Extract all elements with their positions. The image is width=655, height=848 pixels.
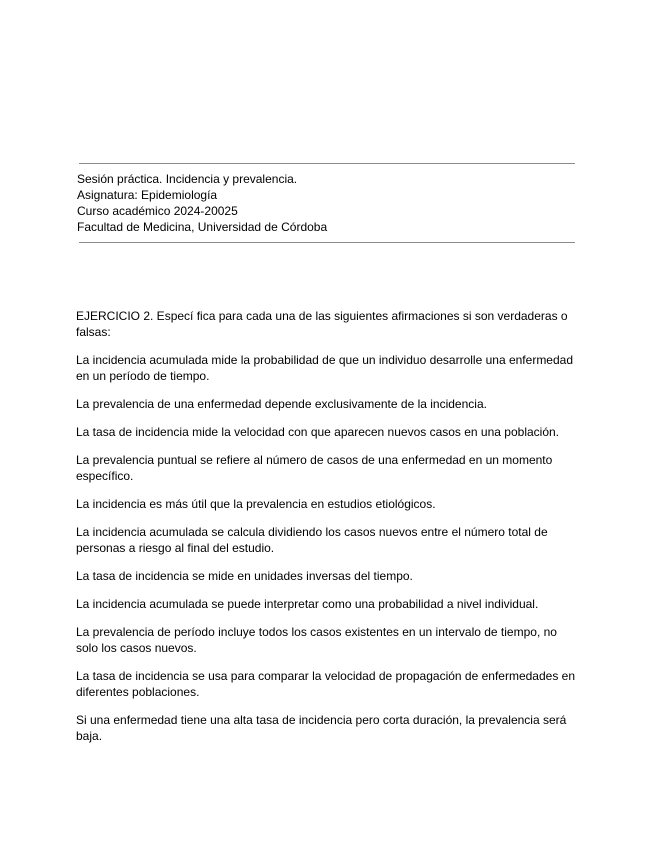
header-bottom-rule xyxy=(79,242,575,243)
statement-7: La tasa de incidencia se mide en unidades inversas del tiempo. xyxy=(76,569,413,583)
statement-5: La incidencia es más útil que la prevalencia en estudios etiológicos. xyxy=(76,497,436,511)
academic-year-line: Curso académico 2024-20025 xyxy=(77,204,238,218)
statement-3: La tasa de incidencia mide la velocidad con que aparecen nuevos casos en una población. xyxy=(76,425,559,439)
exercise-title: EJERCICIO 2. Especí fica para cada una de las siguientes afirmaciones si son verdaderas o falsas: xyxy=(76,309,568,339)
statement-8: La incidencia acumulada se puede interpretar como una probabilidad a nivel individual. xyxy=(76,597,539,611)
faculty-line: Facultad de Medicina, Universidad de Córdoba xyxy=(77,220,328,234)
statement-4: La prevalencia puntual se refiere al número de casos de una enfermedad en un momento específico. xyxy=(76,453,553,483)
header-top-rule xyxy=(79,163,575,164)
session-title: Sesión práctica. Incidencia y prevalencia. xyxy=(77,172,298,186)
subject-line: Asignatura: Epidemiología xyxy=(77,188,218,202)
statement-6: La incidencia acumulada se calcula dividiendo los casos nuevos entre el número total de personas a riesgo al final del estudio. xyxy=(76,525,548,555)
statement-9: La prevalencia de período incluye todos los casos existentes en un intervalo de tiempo, no solo los casos nuevos. xyxy=(76,625,557,655)
statement-1: La incidencia acumulada mide la probabilidad de que un individuo desarrolle una enfermedad en un período de tiempo. xyxy=(76,353,574,383)
statement-10: La tasa de incidencia se usa para comparar la velocidad de propagación de enfermedades en diferentes poblaciones. xyxy=(76,669,575,699)
statement-2: La prevalencia de una enfermedad depende exclusivamente de la incidencia. xyxy=(76,397,487,411)
document-header xyxy=(77,171,577,235)
statement-11: Si una enfermedad tiene una alta tasa de incidencia pero corta duración, la prevalencia será baja. xyxy=(76,713,567,743)
exercise-section xyxy=(76,308,576,756)
